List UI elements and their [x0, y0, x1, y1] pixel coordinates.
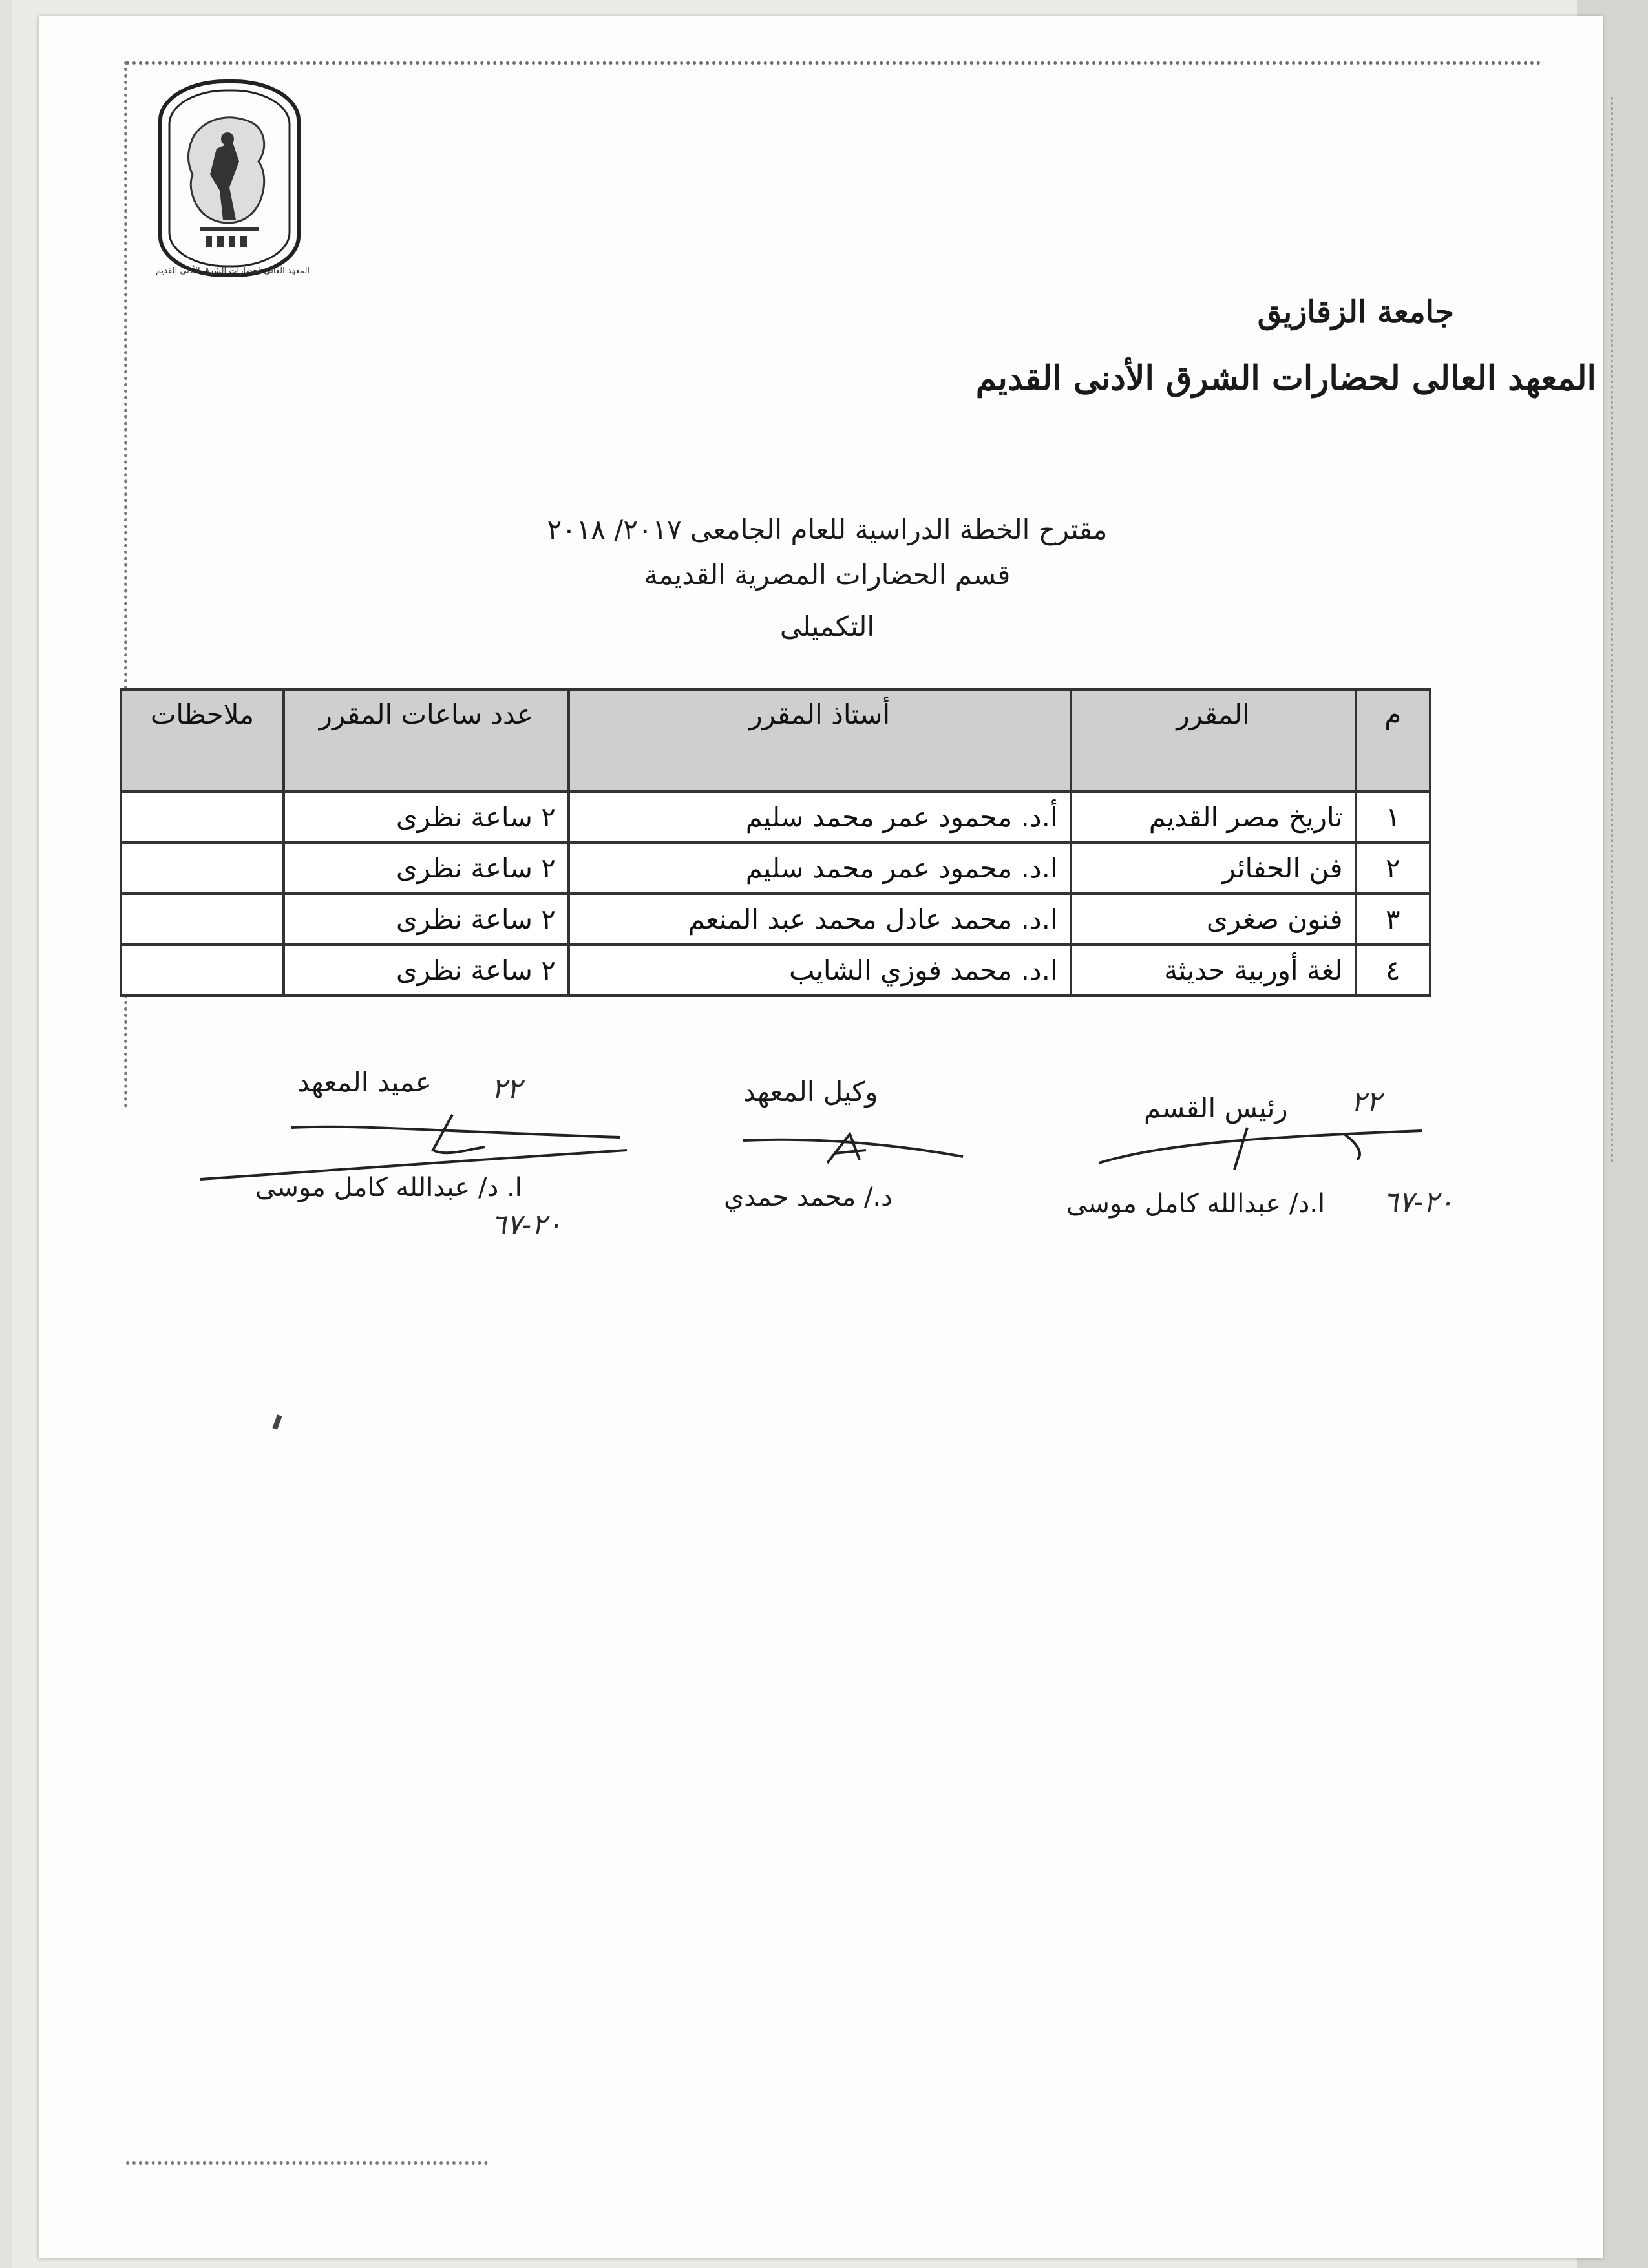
cell-hours: ٢ ساعة نظرى: [284, 945, 569, 996]
institute-logo-icon: [155, 78, 304, 284]
cell-num: ٤: [1356, 945, 1430, 996]
frame-border-top: [126, 61, 1541, 65]
frame-border-right: [1611, 97, 1613, 1163]
document-title: مقترح الخطة الدراسية للعام الجامعى ٢٠١٧/ ٢٠١٨: [547, 514, 1108, 545]
cell-course: فنون صغرى: [1071, 894, 1356, 945]
header-notes: ملاحظات: [121, 689, 284, 792]
dean-title: عميد المعهد: [297, 1066, 432, 1098]
cell-course: لغة أوربية حديثة: [1071, 945, 1356, 996]
vice-dean-title: وكيل المعهد: [743, 1076, 878, 1108]
cell-course: فن الحفائر: [1071, 843, 1356, 894]
table-row: [121, 843, 1430, 894]
table-row: [121, 945, 1430, 996]
cell-num: ٢: [1356, 843, 1430, 894]
department-title: قسم الحضارات المصرية القديمة: [644, 559, 1011, 591]
dean-signature-icon: [194, 1111, 633, 1182]
cell-notes: [121, 894, 284, 945]
cell-professor: أ.د. محمود عمر محمد سليم: [569, 792, 1071, 843]
cell-professor: ا.د. محمد فوزي الشايب: [569, 945, 1071, 996]
cell-notes: [121, 843, 284, 894]
dean-name: ا. د/ عبدالله كامل موسى: [255, 1173, 522, 1202]
cell-professor: ا.د. محمد عادل محمد عبد المنعم: [569, 894, 1071, 945]
cell-notes: [121, 945, 284, 996]
table-header-row: [121, 689, 1430, 792]
dept-head-hand-date: ٢٠-٦٧: [1383, 1186, 1454, 1219]
frame-border-bottom: [126, 2161, 488, 2165]
table-row: [121, 894, 1430, 945]
dept-head-hand-note: ٢٢: [1351, 1086, 1382, 1118]
cell-hours: ٢ ساعة نظرى: [284, 843, 569, 894]
university-name: جامعة الزقازيق: [1257, 294, 1454, 330]
cell-hours: ٢ ساعة نظرى: [284, 894, 569, 945]
dept-head-title: رئيس القسم: [1144, 1092, 1288, 1124]
table-row: [121, 792, 1430, 843]
logo-caption: المعهد العالى لحضارات الشرق الأدنى القديم: [155, 266, 310, 276]
background-sheet-left: [0, 0, 12, 2268]
header-course: المقرر: [1071, 689, 1356, 792]
dept-head-name: ا.د/ عبدالله كامل موسى: [1066, 1189, 1326, 1219]
header-professor: أستاذ المقرر: [569, 689, 1071, 792]
vice-dean-name: د./ محمد حمدي: [724, 1182, 893, 1212]
cell-course: تاريخ مصر القديم: [1071, 792, 1356, 843]
cell-hours: ٢ ساعة نظرى: [284, 792, 569, 843]
cell-num: ٣: [1356, 894, 1430, 945]
dept-head-signature-icon: [1086, 1124, 1435, 1176]
header-hours: عدد ساعات المقرر: [284, 689, 569, 792]
dean-hand-date: ٢٠-٦٧: [491, 1208, 562, 1241]
cell-professor: ا.د. محمود عمر محمد سليم: [569, 843, 1071, 894]
program-title: التكميلى: [779, 611, 875, 642]
vice-dean-signature-icon: [737, 1124, 969, 1176]
institute-name: المعهد العالى لحضارات الشرق الأدنى القديم: [975, 359, 1596, 398]
dean-hand-note: ٢٢: [491, 1073, 522, 1106]
header-num: م: [1356, 689, 1430, 792]
study-plan-table: [120, 688, 1431, 997]
cell-num: ١: [1356, 792, 1430, 843]
cell-notes: [121, 792, 284, 843]
